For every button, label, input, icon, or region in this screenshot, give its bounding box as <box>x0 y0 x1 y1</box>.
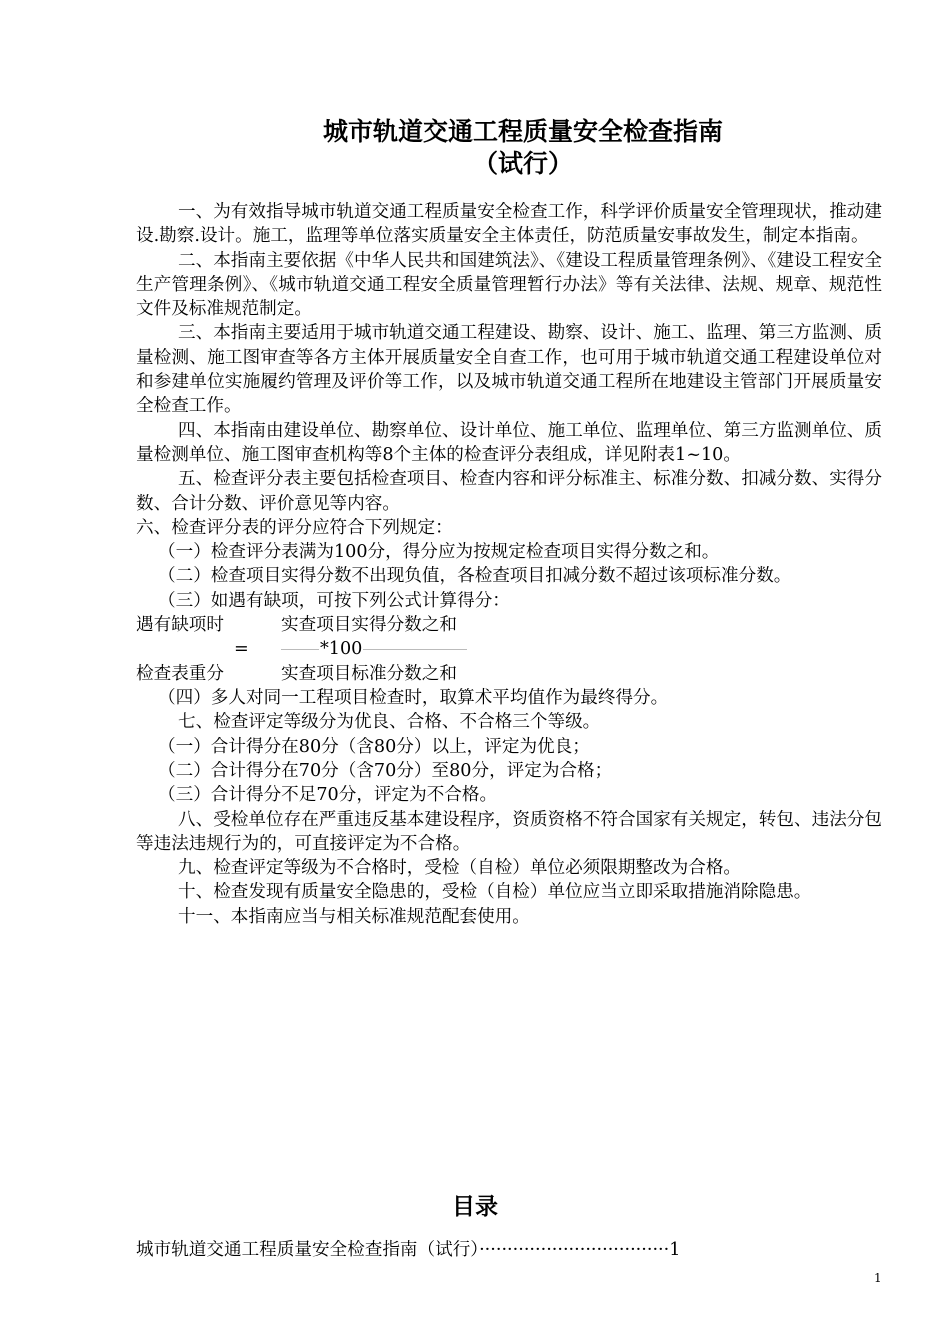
paragraph-6-4: （四）多人对同一工程项目检查时，取算术平均值作为最终得分。 <box>158 688 669 709</box>
paragraph-3: 三、本指南主要适用于城市轨道交通工程建设、勘察、设计、施工、监理、第三方监测、质量检测、施工图审查等各方主体开展质量安全自查工作，也可用于城市轨道交通工程建设单位对和参建单位实施履约管理及评价等工作，以及城市轨道交通工程所在地建设主管部门开展质量安全检查工作。 <box>136 323 882 417</box>
paragraph-5: 五、检查评分表主要包括检查项目、检查内容和评分标准主、标准分数、扣减分数、实得分数、合计分数、评价意见等内容。 <box>136 469 882 514</box>
paragraph-2: 二、本指南主要依据《中华人民共和国建筑法》、《建设工程质量管理条例》、《建设工程安全生产管理条例》、《城市轨道交通工程安全质量管理暂行办法》等有关法律、法规、规章、规范性文件及标准规范制定。 <box>136 250 882 320</box>
paragraph-7-3: （三）合计得分不足70分，评定为不合格。 <box>158 785 498 806</box>
score-formula <box>136 613 882 686</box>
paragraph-7-2: （二）合计得分在70分（含70分）至80分，评定为合格； <box>158 760 613 781</box>
formula-left-bottom: 检查表重分 <box>136 664 224 685</box>
paragraph-10: 十、检查发现有质量安全隐患的，受检（自检）单位应当立即采取措施消除隐患。 <box>178 882 812 903</box>
paragraph-11: 十一、本指南应当与相关标准规范配套使用。 <box>178 906 530 927</box>
formula-numerator: 实查项目实得分数之和 <box>281 615 457 636</box>
document-body <box>136 200 882 929</box>
formula-left-top: 遇有缺项时 <box>136 615 224 636</box>
toc-entry-text: 城市轨道交通工程质量安全检查指南（试行） <box>136 1240 480 1260</box>
formula-fraction-line <box>281 649 467 650</box>
toc-entry[interactable] <box>136 1238 680 1262</box>
document-title: 城市轨道交通工程质量安全检查指南 <box>322 117 723 146</box>
toc-title: 目录 <box>452 1193 498 1220</box>
formula-equals: = <box>234 639 249 660</box>
paragraph-4: 四、本指南由建设单位、勘察单位、设计单位、施工单位、监理单位、第三方监测单位、质量检测单位、施工图审查机构等8个主体的检查评分表组成，详见附表1~10。 <box>136 420 882 465</box>
paragraph-7: 七、检查评定等级分为优良、合格、不合格三个等级。 <box>178 712 601 733</box>
document-subtitle: （试行） <box>472 149 573 178</box>
formula-denominator: 实查项目标准分数之和 <box>281 664 457 685</box>
paragraph-6-1: （一）检查评分表满为100分，得分应为按规定检查项目实得分数之和。 <box>158 542 720 563</box>
page-number: 1 <box>874 1271 882 1285</box>
paragraph-6: 六、检查评分表的评分应符合下列规定： <box>136 517 453 538</box>
paragraph-1: 一、为有效指导城市轨道交通工程质量安全检查工作，科学评价质量安全管理现状，推动建设.勘察.设计。施工，监理等单位落实质量安全主体责任，防范质量安事故发生，制定本指南。 <box>136 202 882 247</box>
paragraph-6-3: （三）如遇有缺项，可按下列公式计算得分： <box>158 590 510 611</box>
paragraph-7-1: （一）合计得分在80分（含80分）以上，评定为优良； <box>158 736 590 757</box>
paragraph-6-2: （二）检查项目实得分数不出现负值，各检查项目扣减分数不超过该项标准分数。 <box>158 566 792 587</box>
paragraph-9: 九、检查评定等级为不合格时，受检（自检）单位必须限期整改为合格。 <box>178 858 742 879</box>
toc-entry-page: 1 <box>669 1240 681 1260</box>
formula-multiplier: *100 <box>319 637 363 661</box>
paragraph-8: 八、受检单位存在严重违反基本建设程序，资质资格不符合国家有关规定，转包、违法分包等违法违规行为的，可直接评定为不合格。 <box>136 809 882 854</box>
toc-entry-leader: ·································· <box>479 1240 670 1260</box>
